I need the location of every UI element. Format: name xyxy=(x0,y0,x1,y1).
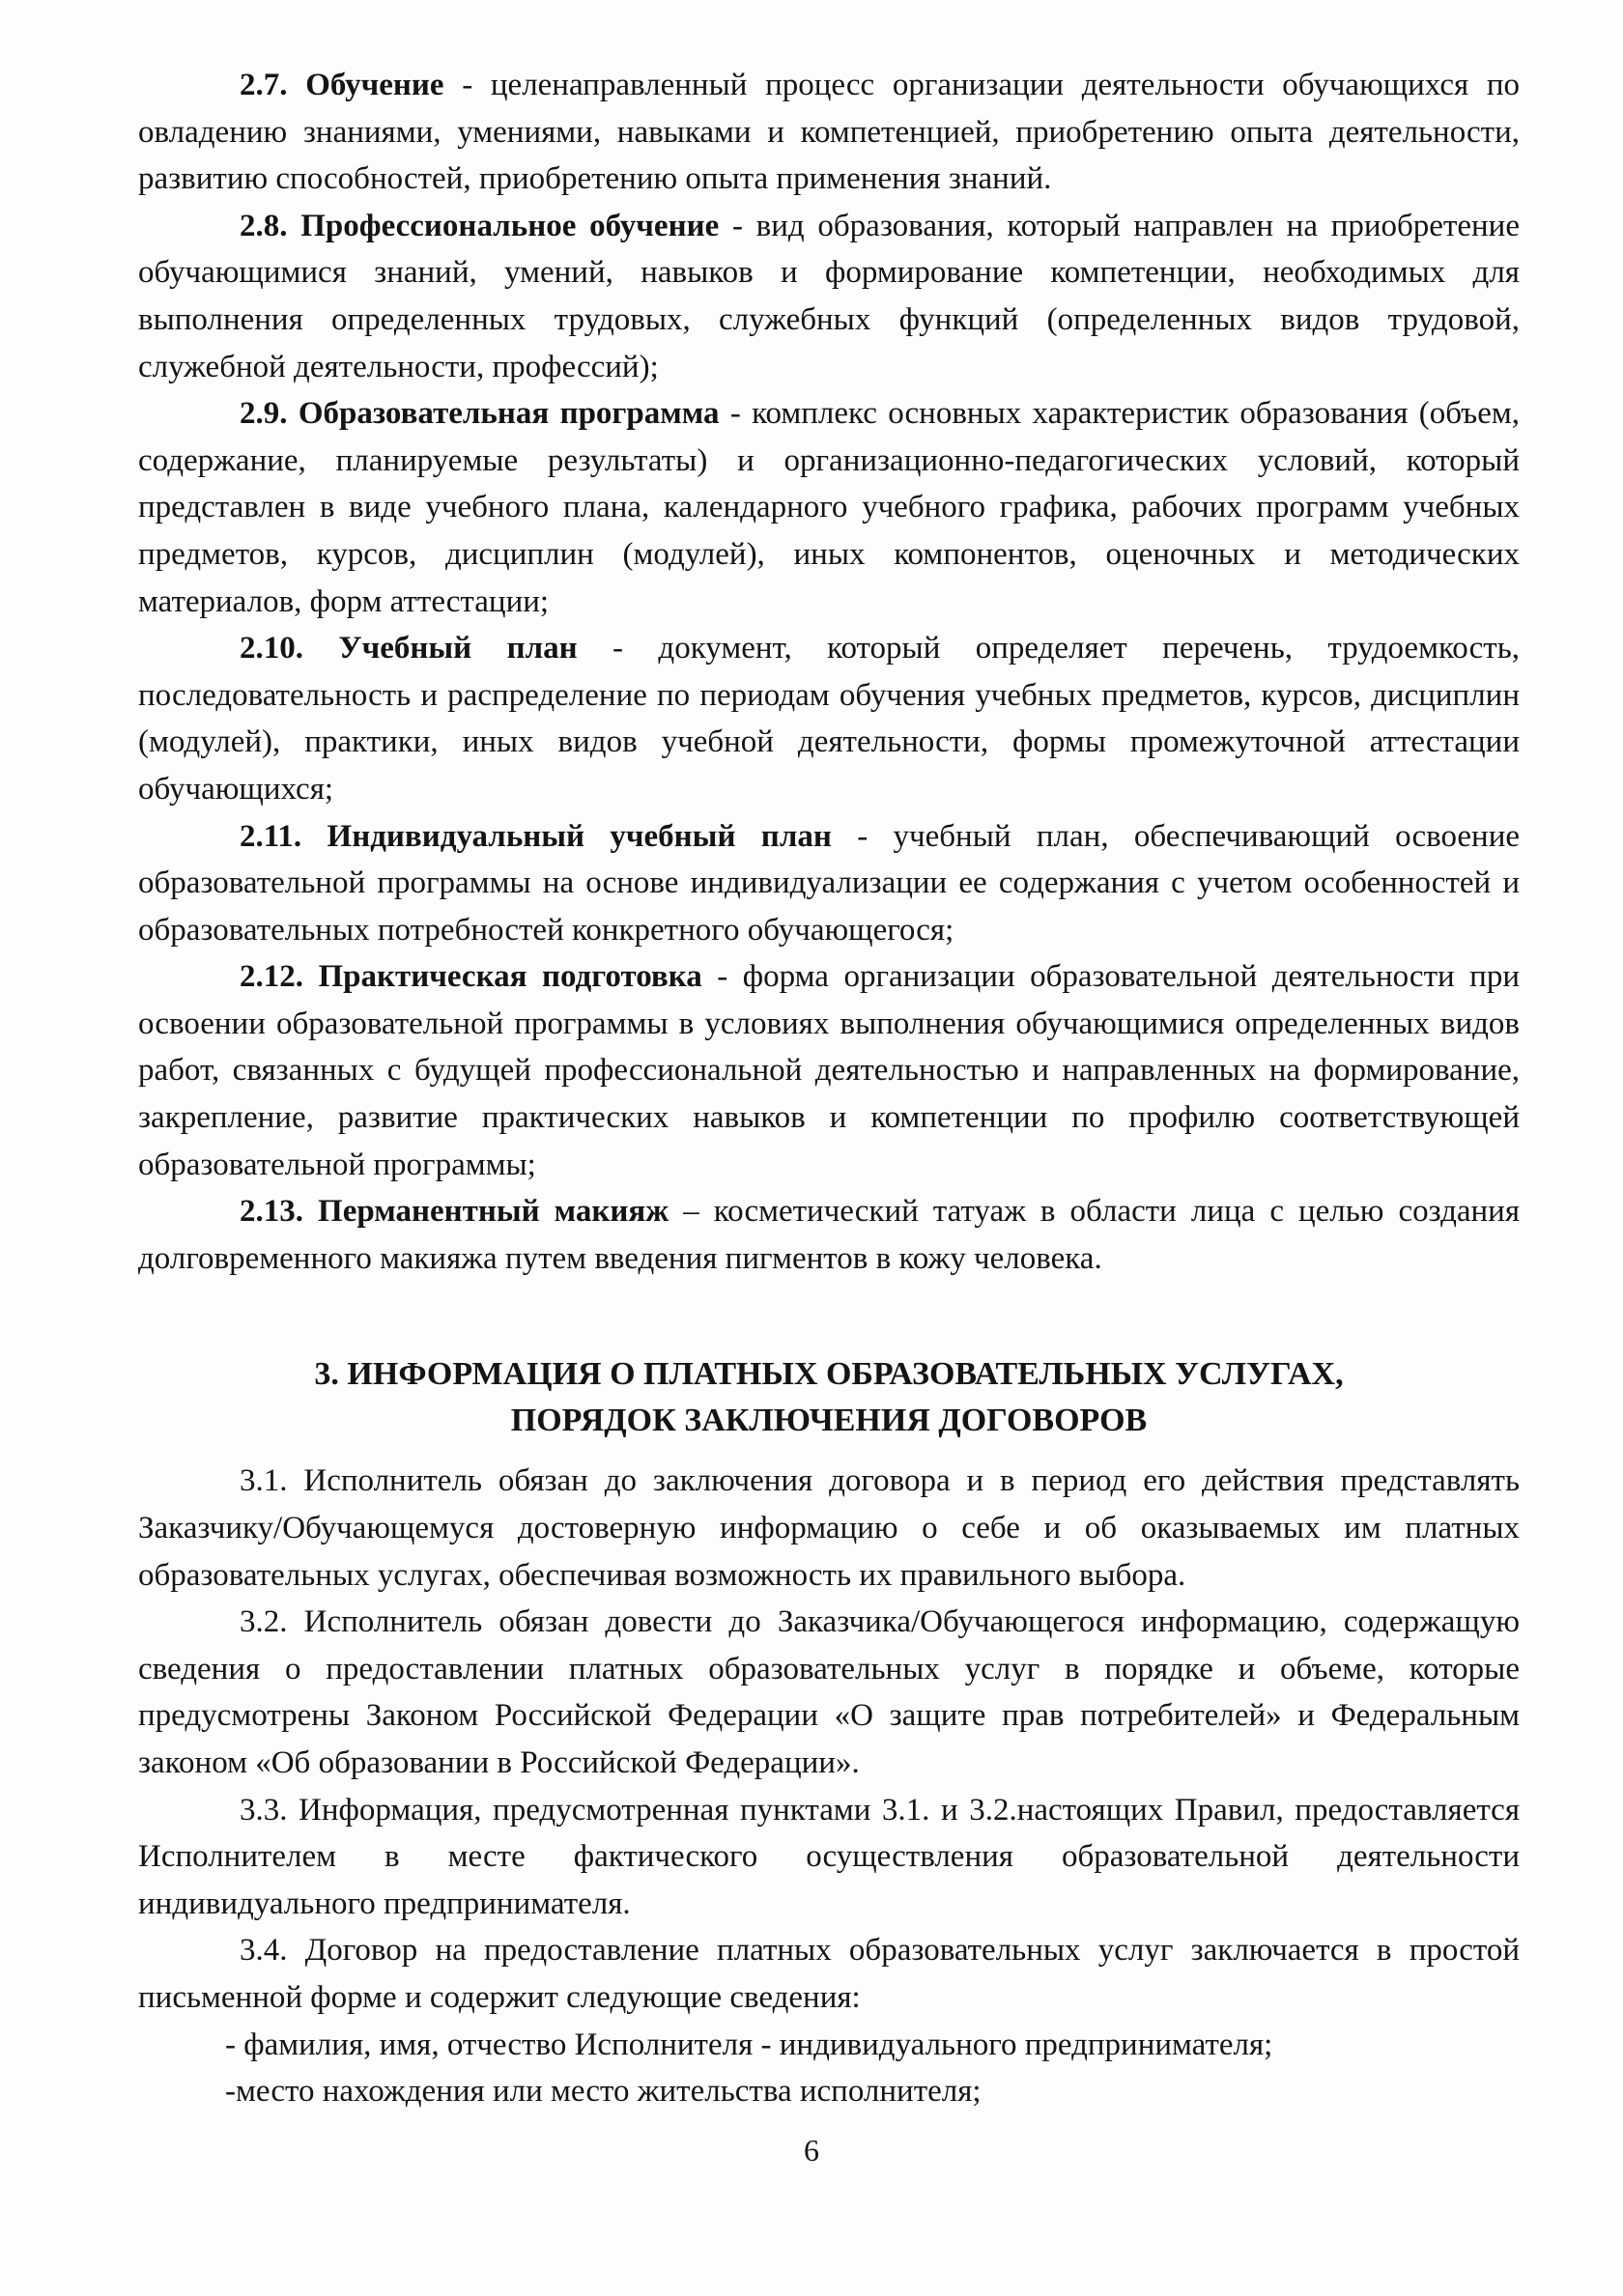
definition-term: Индивидуальный учебный план xyxy=(327,818,832,854)
definition-text: - документ, который определяет перечень, трудоемкость, последовательность и распределение по периодам обучения учебных предметов, курсов, дисциплин (модулей), практики, иных видов учебной деятельности, формы промежуточной аттестации обучающихся; xyxy=(138,631,1520,807)
list-item-executor-name: - фамилия, имя, отчество Исполнителя - индивидуального предпринимателя; xyxy=(225,2027,1273,2062)
definition-number: 2.9. xyxy=(240,396,288,432)
definition-term: Перманентный макияж xyxy=(318,1194,669,1230)
definition-text: - учебный план, обеспечивающий освоение образовательной программы на основе индивидуализации ее содержания с учетом особенностей и образовательных потребностей конкретного обучающегося; xyxy=(138,818,1520,948)
definition-text: - форма организации образовательной деятельности при освоении образовательной программы в условиях выполнения обучающимися определенных видов работ, связанных с будущей профессиональной деятельностью и направленных на формирование, закрепление, развитие практических навыков и компетенции по профилю соответствующей образовательной программы; xyxy=(138,959,1520,1182)
section-heading-line-2: ПОРЯДОК ЗАКЛЮЧЕНИЯ ДОГОВОРОВ xyxy=(510,1403,1148,1439)
definition-text: - целенаправленный процесс организации деятельности обучающихся по овладению знаниями, умениями, навыками и компетенцией, приобретению опыта деятельности, развитию способностей, приобретению опыта применения знаний. xyxy=(138,68,1521,197)
list-item-executor-location: -место нахождения или место жительства исполнителя; xyxy=(225,2074,982,2110)
definition-term: Практическая подготовка xyxy=(318,959,702,995)
definition-2-13 xyxy=(138,1188,1520,1282)
definition-number: 2.13. xyxy=(240,1194,303,1230)
clause-3-2: 3.2. Исполнитель обязан довести до Заказчика/Обучающегося информацию, содержащую сведения о предоставлении платных образовательных услуг в порядке и объеме, которые предусмотрены Законом Российской Федерации «О защите прав потребителей» и Федеральным законом «Об образовании в Российской Федерации». xyxy=(138,1604,1520,1780)
definition-term: Обучение xyxy=(305,68,444,102)
definition-text: - комплекс основных характеристик образования (объем, содержание, планируемые результаты) и организационно-педагогических условий, который представлен в виде учебного плана, календарного учебного графика, рабочих программ учебных предметов, курсов, дисциплин (модулей), иных компонентов, оценочных и методических материалов, форм аттестации; xyxy=(138,396,1521,619)
definition-2-12 xyxy=(138,953,1520,1188)
definition-2-8 xyxy=(138,203,1520,390)
definition-number: 2.12. xyxy=(240,959,303,995)
definition-term: Образовательная программа xyxy=(298,396,720,432)
definition-2-11 xyxy=(138,813,1520,954)
definition-2-9 xyxy=(138,390,1520,625)
page-number: 6 xyxy=(804,2133,819,2168)
definition-number: 2.11. xyxy=(240,818,302,854)
definition-text: - вид образования, который направлен на приобретение обучающимися знаний, умений, навыков и формирование компетенции, необходимых для выполнения определенных трудовых, служебных функций (определенных видов трудовой, служебной деятельности, профессий); xyxy=(138,208,1520,384)
clause-3-1: 3.1. Исполнитель обязан до заключения договора и в период его действия представлять Заказчику/Обучающемуся достоверную информацию о себе и об оказываемых им платных образовательных услугах, обеспечивая возможность их правильного выбора. xyxy=(138,1463,1520,1593)
definition-term: Учебный план xyxy=(338,631,578,666)
section-3-heading xyxy=(138,1351,1520,1444)
definition-number: 2.7. xyxy=(240,68,288,102)
definition-number: 2.10. xyxy=(240,631,303,666)
definition-number: 2.8. xyxy=(240,208,288,243)
section-heading-line-1: 3. ИНФОРМАЦИЯ О ПЛАТНЫХ ОБРАЗОВАТЕЛЬНЫХ УСЛУГАХ, xyxy=(314,1356,1344,1393)
document-body xyxy=(138,62,1520,2115)
definition-2-7 xyxy=(138,62,1520,203)
definition-2-10 xyxy=(138,625,1520,812)
definition-term: Профессиональное обучение xyxy=(300,208,720,243)
clause-3-3: 3.3. Информация, предусмотренная пунктами 3.1. и 3.2.настоящих Правил, предоставляется Исполнителем в месте фактического осуществления образовательной деятельности индивидуального предпринимателя. xyxy=(138,1792,1520,1921)
definition-text: – косметический татуаж в области лица с целью создания долговременного макияжа путем введения пигментов в кожу человека. xyxy=(138,1194,1521,1276)
clause-3-4: 3.4. Договор на предоставление платных образовательных услуг заключается в простой письменной форме и содержит следующие сведения: xyxy=(138,1933,1520,2015)
